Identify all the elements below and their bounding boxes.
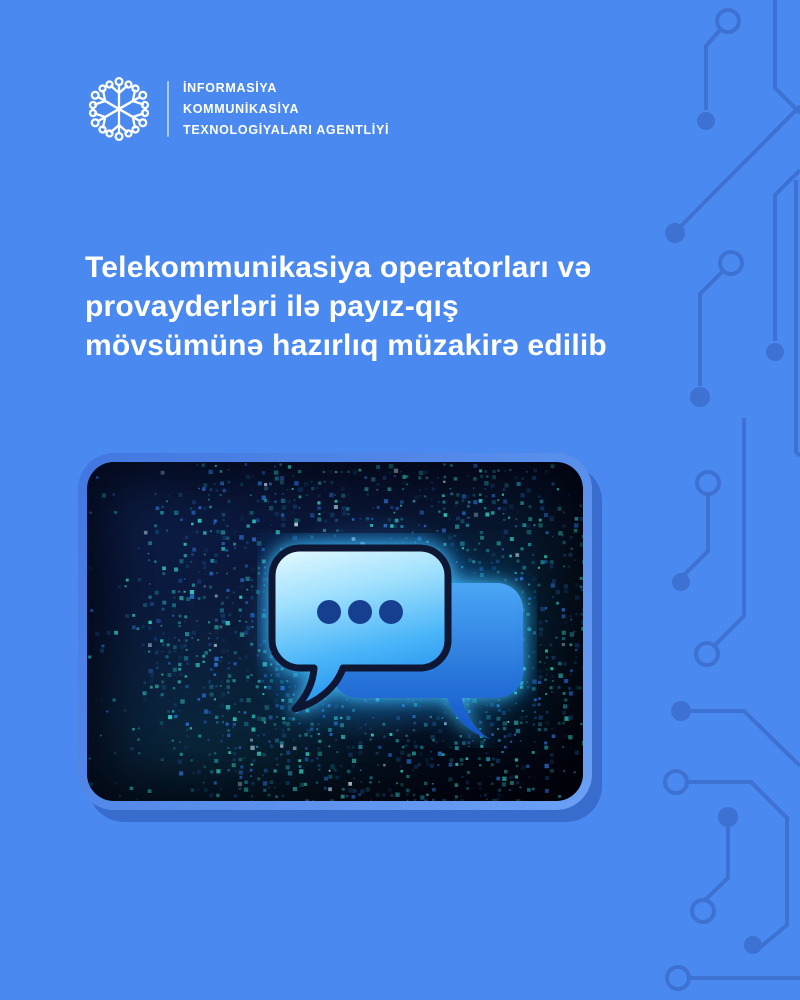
agency-logo (84, 74, 389, 144)
agency-name-line-1: İNFORMASİYA (183, 80, 278, 95)
page-title (85, 248, 607, 365)
agency-name-line-3: TEXNOLOGİYALARI AGENTLİYİ (183, 122, 390, 137)
headline-line-1: Telekommunikasiya operatorları və (85, 251, 592, 284)
headline-line-2: provayderləri ilə payız-qış (85, 290, 459, 323)
news-image-card (78, 453, 592, 810)
headline-line-3: mövsümünə hazırlıq müzakirə edilib (85, 329, 607, 362)
card-vignette (87, 462, 583, 801)
agency-name-line-2: KOMMUNİKASİYA (183, 101, 300, 116)
network-snowflake-icon (84, 74, 154, 144)
logo-divider (167, 81, 169, 137)
agency-name (183, 78, 389, 141)
news-image (87, 462, 583, 801)
